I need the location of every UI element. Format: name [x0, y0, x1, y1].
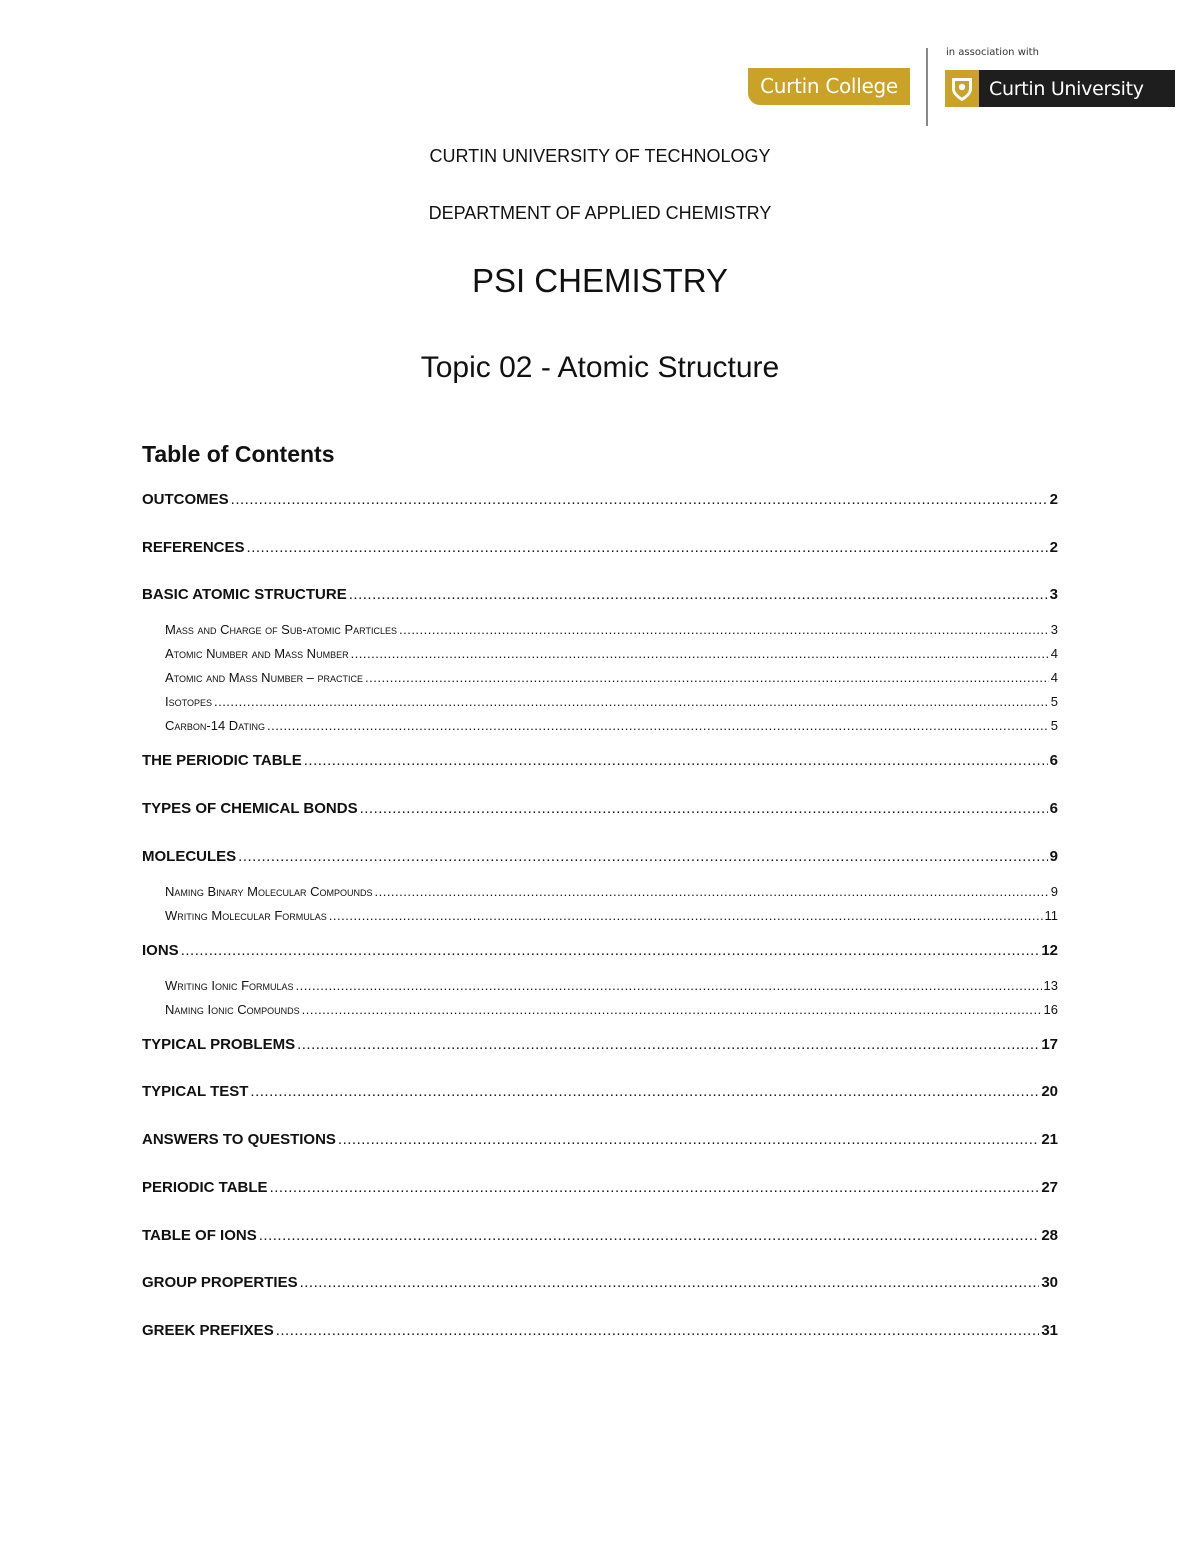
leader-dots [181, 939, 1040, 963]
curtin-college-logo: Curtin College [748, 68, 910, 105]
curtin-university-logo [945, 70, 1175, 107]
toc-page-number: 21 [1041, 1131, 1058, 1149]
course-title: PSI CHEMISTRY [471, 262, 729, 299]
toc-subentry[interactable] [142, 666, 1058, 690]
toc-page-number: 6 [1049, 800, 1058, 818]
leader-dots [250, 1080, 1039, 1104]
toc-entry-label: Naming Ionic Compounds [165, 1001, 300, 1017]
toc-page-number: 3 [1049, 586, 1058, 604]
association-text: in association with [946, 47, 1039, 58]
toc-entry[interactable] [142, 939, 1058, 963]
leader-dots [329, 904, 1043, 928]
toc-subentry[interactable] [142, 904, 1058, 928]
toc-page-number: 16 [1043, 1001, 1058, 1017]
leader-dots [365, 666, 1049, 690]
leader-dots [300, 1271, 1040, 1295]
leader-dots [247, 536, 1048, 560]
table-of-contents [142, 488, 1058, 1343]
toc-entry-label: OUTCOMES [142, 491, 229, 508]
toc-entry[interactable] [142, 1176, 1058, 1200]
toc-entry[interactable] [142, 1224, 1058, 1248]
leader-dots [349, 583, 1048, 607]
toc-page-number: 4 [1050, 670, 1058, 686]
toc-entry-label: Atomic Number and Mass Number [165, 646, 349, 662]
leader-dots [214, 690, 1049, 714]
leader-dots [338, 1128, 1039, 1152]
toc-subentry[interactable] [142, 690, 1058, 714]
leader-dots [270, 1176, 1040, 1200]
toc-entry[interactable] [142, 1128, 1058, 1152]
toc-entry-label: GREEK PREFIXES [142, 1321, 274, 1339]
toc-subentry[interactable] [142, 998, 1058, 1022]
toc-page-number: 5 [1050, 694, 1058, 710]
toc-entry[interactable] [142, 749, 1058, 773]
leader-dots [360, 797, 1048, 821]
toc-entry-label: Isotopes [165, 694, 212, 710]
department-heading: DEPARTMENT OF APPLIED CHEMISTRY [428, 203, 772, 223]
logo-divider [926, 48, 928, 126]
toc-entry-label: TYPICAL PROBLEMS [142, 1035, 296, 1053]
toc-entry-label: MOLECULES [142, 847, 237, 865]
toc-title: Table of Contents [142, 441, 335, 467]
toc-page-number: 2 [1049, 538, 1058, 556]
toc-entry-label: PERIODIC TABLE [142, 1178, 268, 1196]
topic-title: Topic 02 - Atomic Structure [420, 351, 780, 384]
toc-entry-label: Mass and Charge of Sub-atomic Particles [165, 622, 397, 638]
toc-entry[interactable] [142, 488, 1058, 512]
toc-entry[interactable] [142, 1033, 1058, 1057]
toc-page-number: 2 [1049, 491, 1058, 508]
toc-page-number: 4 [1050, 646, 1058, 662]
toc-page-number: 6 [1049, 752, 1058, 770]
university-name: Curtin University [989, 77, 1144, 100]
toc-entry-label: GROUP PROPERTIES [142, 1274, 298, 1292]
toc-page-number: 11 [1044, 907, 1058, 923]
toc-entry[interactable] [142, 845, 1058, 869]
toc-entry-label: TABLE OF IONS [142, 1226, 257, 1244]
toc-page-number: 12 [1041, 941, 1058, 959]
toc-entry[interactable] [142, 536, 1058, 560]
toc-entry[interactable] [142, 1080, 1058, 1104]
toc-entry[interactable] [142, 797, 1058, 821]
toc-entry-label: TYPES OF CHEMICAL BONDS [142, 800, 358, 818]
toc-entry-label: Carbon-14 Dating [165, 718, 266, 734]
crest-icon [945, 70, 979, 107]
toc-page-number: 30 [1041, 1274, 1058, 1292]
toc-subentry[interactable] [142, 974, 1058, 998]
toc-entry-label: TYPICAL TEST [142, 1083, 249, 1101]
university-heading: CURTIN UNIVERSITY OF TECHNOLOGY [429, 146, 771, 166]
toc-page-number: 31 [1041, 1321, 1058, 1339]
toc-entry-label: IONS [142, 941, 179, 959]
toc-subentry[interactable] [142, 642, 1058, 666]
toc-page-number: 9 [1050, 883, 1058, 899]
toc-entry[interactable] [142, 583, 1058, 607]
toc-page-number: 20 [1041, 1083, 1058, 1101]
toc-page-number: 13 [1043, 977, 1058, 993]
toc-page-number: 17 [1041, 1035, 1058, 1053]
toc-page-number: 5 [1050, 718, 1058, 734]
toc-subentry[interactable] [142, 618, 1058, 642]
leader-dots [297, 1033, 1039, 1057]
leader-dots [374, 880, 1048, 904]
toc-entry-label: REFERENCES [142, 538, 245, 556]
leader-dots [302, 998, 1042, 1022]
leader-dots [351, 642, 1049, 666]
toc-page-number: 27 [1041, 1178, 1058, 1196]
leader-dots [238, 845, 1047, 869]
toc-entry-label: Writing Ionic Formulas [165, 977, 294, 993]
toc-page-number: 3 [1050, 622, 1058, 638]
toc-page-number: 9 [1049, 847, 1058, 865]
leader-dots [267, 714, 1049, 738]
toc-entry[interactable] [142, 1271, 1058, 1295]
leader-dots [231, 488, 1048, 512]
logo-block [748, 46, 1178, 128]
toc-entry-label: THE PERIODIC TABLE [142, 752, 302, 770]
toc-subentry[interactable] [142, 714, 1058, 738]
leader-dots [399, 618, 1049, 642]
toc-page-number: 28 [1041, 1226, 1058, 1244]
toc-entry-label: Atomic and Mass Number – practice [165, 670, 364, 686]
leader-dots [276, 1319, 1040, 1343]
leader-dots [296, 974, 1042, 998]
toc-entry[interactable] [142, 1319, 1058, 1343]
toc-entry-label: BASIC ATOMIC STRUCTURE [142, 586, 347, 604]
toc-subentry[interactable] [142, 880, 1058, 904]
toc-entry-label: Naming Binary Molecular Compounds [165, 883, 373, 899]
toc-entry-label: Writing Molecular Formulas [165, 907, 327, 923]
leader-dots [304, 749, 1048, 773]
toc-entry-label: ANSWERS TO QUESTIONS [142, 1131, 336, 1149]
leader-dots [259, 1224, 1040, 1248]
